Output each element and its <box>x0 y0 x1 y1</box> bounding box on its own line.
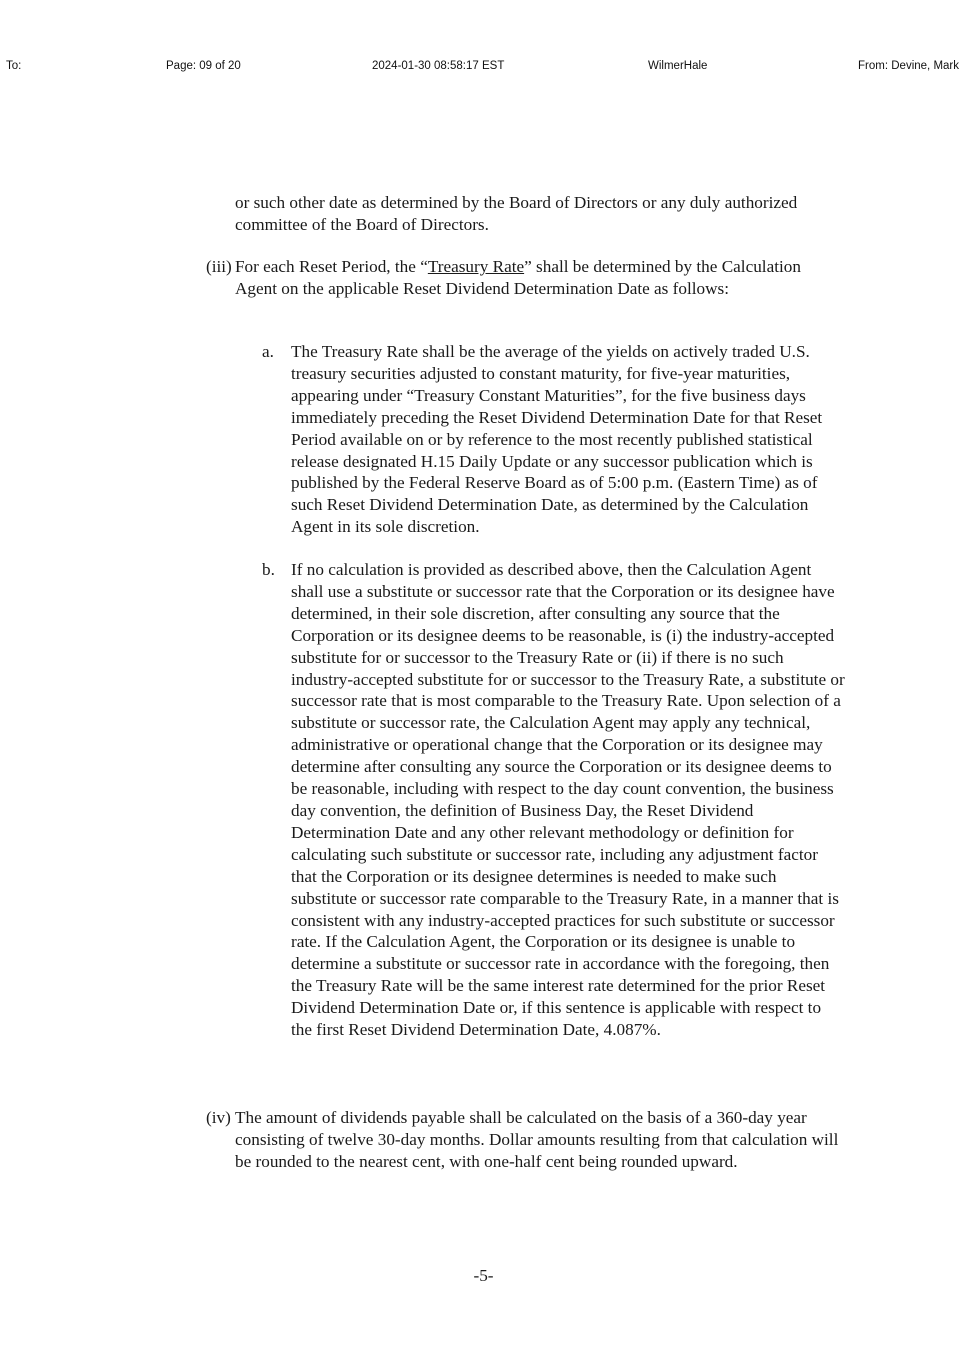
clause-iii-a-letter: a. <box>262 342 274 361</box>
clause-iii-text-after: ” shall be determined by the Calculation Agent on the applicable Reset Dividend Determination Date as follows: <box>235 257 801 298</box>
clause-iv-text: The amount of dividends payable shall be calculated on the basis of a 360-day year consisting of twelve 30-day months. Dollar amounts resulting from that calculation will be rounded to the nearest cent, with one-half cent being rounded upward. <box>235 1108 839 1171</box>
clause-iii <box>206 256 846 300</box>
fax-timestamp: 2024-01-30 08:58:17 EST <box>372 60 505 72</box>
clause-iii-text-before: For each Reset Period, the “ <box>235 257 428 276</box>
fax-from: From: Devine, Mark <box>858 60 959 72</box>
page-number: -5- <box>473 1266 494 1285</box>
defined-term-treasury-rate: Treasury Rate <box>427 257 525 276</box>
fax-firm: WilmerHale <box>648 60 708 72</box>
clause-iv <box>206 1107 846 1173</box>
clause-iii-b-text: If no calculation is provided as described above, then the Calculation Agent shall use a substitute or successor rate that the Corporation or its designee have determined, in their sole discretion, after consulting any source that the Corporation or its designee deems to be reasonable, is (i) the industry-accepted substitute for or successor to the Treasury Rate or (ii) if there is no such industry-accepted substitute for or successor to the Treasury Rate, a substitute or successor rate that is most comparable to the Treasury Rate. Upon selection of a substitute or successor rate, the Calculation Agent may apply any technical, administrative or operational change that the Corporation or its designee may determine after consulting any source the Corporation or its designee deems to be reasonable, including with respect to the day count convention, the business day convention, the definition of Business Day, the Reset Dividend Determination Date and any other relevant methodology or definition for calculating such substitute or successor rate, including any adjustment factor that the Corporation or its designee determines is needed to make such substitute or successor rate comparable to the Treasury Rate, in a manner that is consistent with any industry-accepted practices for such substitute or successor rate. If the Calculation Agent, the Corporation or its designee is unable to determine a substitute or successor rate in accordance with the foregoing, then the Treasury Rate will be the same interest rate determined for the prior Reset Dividend Determination Date or, if this sentence is applicable with respect to the first Reset Dividend Determination Date, 4.087%. <box>291 560 845 1040</box>
clause-iv-number: (iv) <box>206 1108 231 1127</box>
clause-iii-b <box>262 559 846 1041</box>
clause-iii-a-text: The Treasury Rate shall be the average of the yields on actively traded U.S. treasury securities adjusted to constant maturity, for five-year maturities, appearing under “Treasury Constant Maturities”, for the five business days immediately preceding the Reset Dividend Determination Date for that Reset Period available on or by reference to the most recently published statistical release designated H.15 Daily Update or any successor publication which is published by the Federal Reserve Board as of 5:00 p.m. (Eastern Time) as of such Reset Dividend Determination Date, as determined by the Calculation Agent in its sole discretion. <box>291 342 823 537</box>
clause-iii-number: (iii) <box>206 257 232 276</box>
fax-header <box>0 60 967 76</box>
continuation-paragraph: or such other date as determined by the Board of Directors or any duly authorized committee of the Board of Directors. <box>235 193 798 234</box>
clause-iii-b-letter: b. <box>262 560 275 579</box>
fax-page-count: Page: 09 of 20 <box>166 60 241 72</box>
clause-iii-a <box>262 341 846 538</box>
fax-to: To: <box>6 60 22 72</box>
clause-iii-text <box>206 256 846 300</box>
